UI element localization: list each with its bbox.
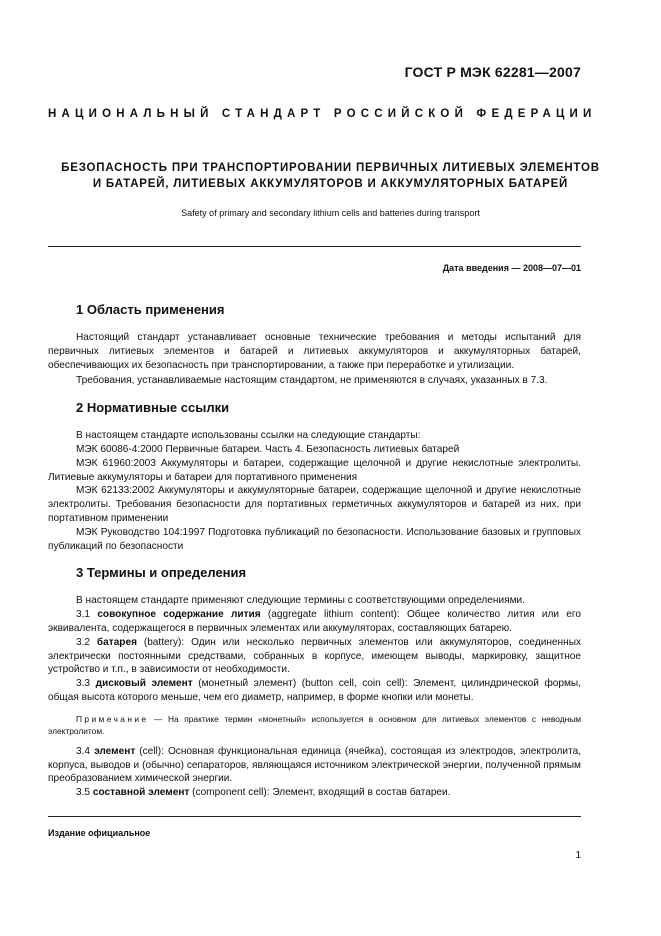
section-3-paragraph: В настоящем стандарте применяют следующие термины с соответствующими определениями. [76, 595, 525, 607]
main-content [48, 302, 581, 800]
term-number: 3.1 [76, 609, 91, 621]
term-number: 3.4 [76, 745, 91, 757]
term-name: элемент [94, 745, 136, 757]
introduction-date: Дата введения — 2008—07—01 [442, 263, 581, 273]
section-1-paragraph: Требования, устанавливаемые настоящим стандартом, не применяются в случаях, указанных в 7.3. [76, 375, 548, 387]
term-definition: (монетный элемент) (button cell, coin cell): Элемент, цилиндрической формы, общая высота которого меньше, чем его диаметр, например, в форме кнопки или монеты. [48, 678, 581, 703]
term-name: совокупное содержание лития [97, 609, 261, 621]
document-code: ГОСТ Р МЭК 62281—2007 [404, 64, 581, 80]
term-number: 3.3 [76, 678, 91, 690]
term-definition: (component cell): Элемент, входящий в состав батареи. [189, 787, 451, 799]
section-2-paragraph: В настоящем стандарте использованы ссылки на следующие стандарты: [76, 430, 421, 442]
note [48, 713, 581, 737]
bottom-divider [48, 816, 581, 817]
english-title: Safety of primary and secondary lithium cells and batteries during transport [181, 208, 480, 218]
term-name: составной элемент [92, 787, 190, 799]
term-number: 3.2 [76, 636, 91, 648]
term-number: 3.5 [76, 787, 91, 799]
section-1-heading: 1 Область применения [76, 302, 225, 317]
reference-item: МЭК 60086-4:2000 Первичные батареи. Часть 4. Безопасность литиевых батарей [76, 443, 460, 455]
term-3-3 [48, 677, 581, 705]
section-1-paragraph: Настоящий стандарт устанавливает основные технические требования и методы испытаний для первичных литиевых элементов и батарей и литиевых аккумуляторов и аккумуляторных батарей, обеспечивающих их безопасность при транспортировании, а также при переработке и утилизации. [48, 332, 581, 371]
term-name: дисковый элемент [95, 678, 193, 690]
reference-item: МЭК 62133:2002 Аккумуляторы и аккумуляторные батареи, содержащие щелочной и другие некислотные электролиты. Требования безопасности для портативных герметичных аккумуляторов и батарей из них, при портативном применении [48, 485, 581, 524]
page-number: 1 [575, 850, 581, 861]
term-3-5 [48, 786, 581, 800]
note-label: Примечание [76, 713, 149, 724]
section-3-heading: 3 Термины и определения [76, 565, 247, 581]
reference-item: МЭК 61960:2003 Аккумуляторы и батареи, содержащие щелочной и другие некислотные электролиты. Литиевые аккумуляторы и батареи для портативного применения [48, 457, 581, 483]
term-3-4 [48, 745, 581, 786]
title-line-2: И БАТАРЕЙ, ЛИТИЕВЫХ АККУМУЛЯТОРОВ И АККУМУЛЯТОРНЫХ БАТАРЕЙ [92, 178, 569, 190]
term-3-2 [48, 636, 581, 677]
national-standard-heading: НАЦИОНАЛЬНЫЙ СТАНДАРТ РОССИЙСКОЙ ФЕДЕРАЦИИ [48, 108, 597, 120]
section-2-heading: 2 Нормативные ссылки [76, 400, 230, 416]
note-text: — На практике термин «монетный» используется в основном для литиевых элементов с неводным электролитом. [48, 713, 581, 736]
term-definition: (battery): Один или несколько первичных элементов или аккумуляторов, соединенных электрически постоянными средствами, собранных в корпусе, имеющем выводы, маркировку, защитное устройство и т.п., в зависимости от необходимости. [48, 636, 581, 676]
term-definition: (cell): Основная функциональная единица (ячейка), состоящая из электродов, электролита, корпуса, выводов и (обычно) сепараторов, являющаяся источником электрической энергии, полученной прямым преобразованием химической энергии. [48, 745, 581, 785]
official-edition-label: Издание официальное [48, 828, 151, 838]
term-name: батарея [96, 636, 137, 648]
title-line-1: БЕЗОПАСНОСТЬ ПРИ ТРАНСПОРТИРОВАНИИ ПЕРВИЧНЫХ ЛИТИЕВЫХ ЭЛЕМЕНТОВ [61, 162, 600, 174]
document-title [40, 160, 621, 192]
term-definition: (aggregate lithium content): Общее количество лития или его эквивалента, содержащегося в первичных элементах или аккумуляторах, составляющих батарею. [48, 609, 581, 634]
top-divider [48, 246, 581, 247]
reference-item: МЭК Руководство 104:1997 Подготовка публикаций по безопасности. Использование базовых и групповых публикаций по безопасности [48, 526, 581, 552]
term-3-1 [48, 608, 581, 636]
